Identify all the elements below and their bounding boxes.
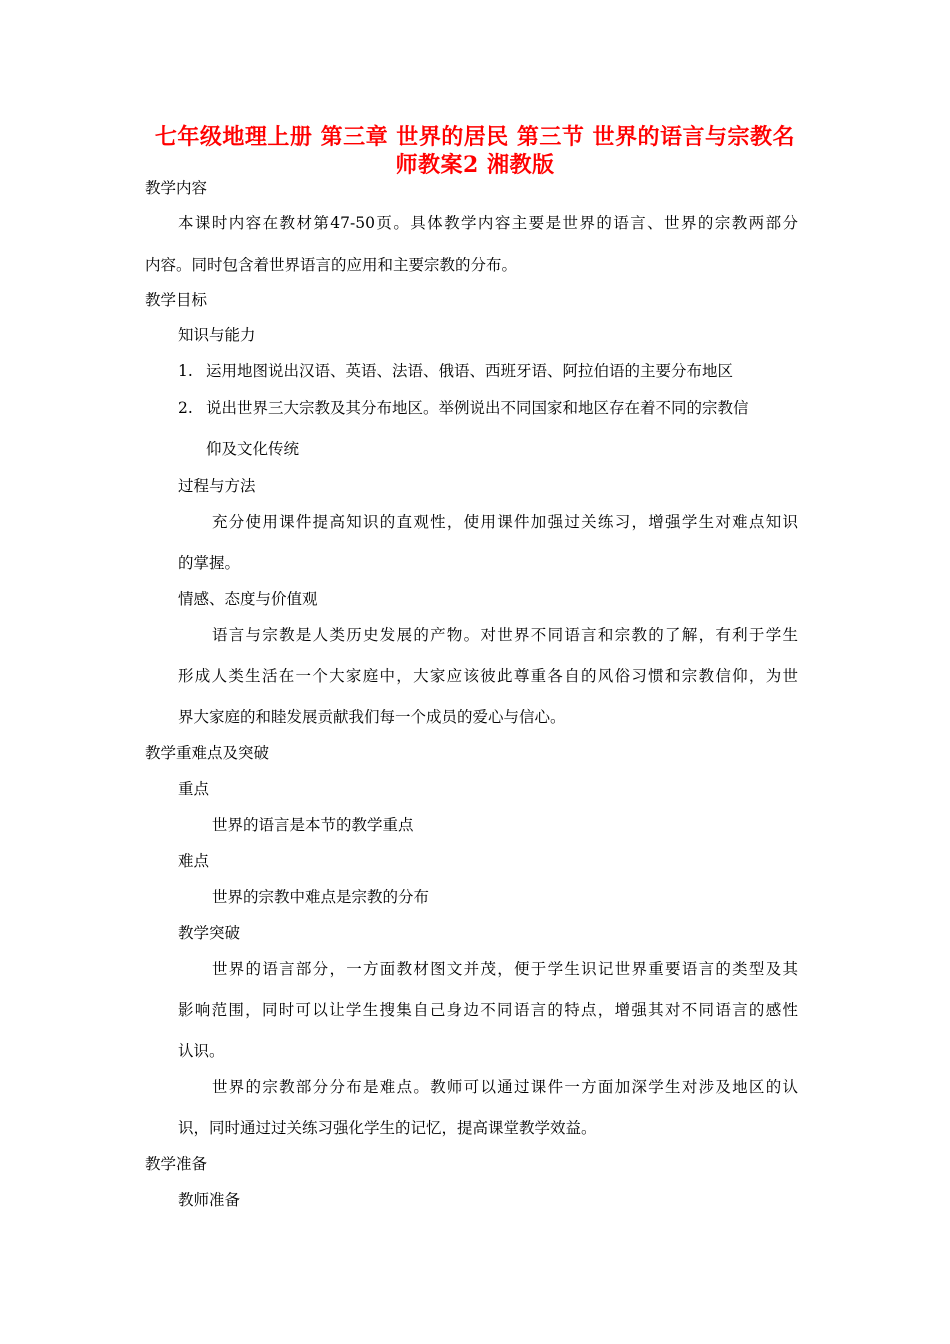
paragraph-content-line-1: 本课时内容在教材第47-50页。具体教学内容主要是世界的语言、世界的宗教两部分 <box>178 214 798 232</box>
subheading-teacher-preparation: 教师准备 <box>178 1191 241 1209</box>
paragraph-emotion-line-3: 界大家庭的和睦发展贡献我们每一个成员的爱心与信心。 <box>178 708 566 726</box>
subheading-breakthrough: 教学突破 <box>178 924 241 942</box>
list-item-number: 2. <box>178 399 193 417</box>
paragraph-focus: 世界的语言是本节的教学重点 <box>212 816 414 834</box>
paragraph-breakthrough-1-line-3: 认识。 <box>178 1042 225 1060</box>
section-heading-preparation: 教学准备 <box>145 1155 208 1173</box>
paragraph-breakthrough-1-line-2: 影响范围，同时可以让学生搜集自己身边不同语言的特点，增强其对不同语言的感性 <box>178 1001 798 1019</box>
section-heading-content: 教学内容 <box>145 179 208 197</box>
paragraph-emotion-line-1: 语言与宗教是人类历史发展的产物。对世界不同语言和宗教的了解，有利于学生 <box>212 626 798 644</box>
paragraph-process-line-2: 的掌握。 <box>178 554 241 572</box>
paragraph-breakthrough-2-line-2: 识，同时通过过关练习强化学生的记忆，提高课堂教学效益。 <box>178 1119 597 1137</box>
list-item-2-continuation: 仰及文化传统 <box>206 440 300 458</box>
subheading-knowledge: 知识与能力 <box>178 326 256 344</box>
paragraph-emotion-line-2: 形成人类生活在一个大家庭中，大家应该彼此尊重各自的风俗习惯和宗教信仰，为世 <box>178 667 798 685</box>
document-title-line-1: 七年级地理上册 第三章 世界的居民 第三节 世界的语言与宗教名 <box>154 124 796 150</box>
document-title-line-2: 师教案2 湘教版 <box>395 152 555 178</box>
list-item-text: 运用地图说出汉语、英语、法语、俄语、西班牙语、阿拉伯语的主要分布地区 <box>206 362 734 380</box>
list-item-2 <box>178 397 749 419</box>
list-item-1 <box>178 360 733 382</box>
paragraph-difficulty: 世界的宗教中难点是宗教的分布 <box>212 888 430 906</box>
paragraph-breakthrough-2-line-1: 世界的宗教部分分布是难点。教师可以通过课件一方面加深学生对涉及地区的认 <box>212 1078 798 1096</box>
subheading-emotion: 情感、态度与价值观 <box>178 590 318 608</box>
subheading-focus: 重点 <box>178 780 210 798</box>
paragraph-breakthrough-1-line-1: 世界的语言部分，一方面教材图文并茂，便于学生识记世界重要语言的类型及其 <box>212 960 798 978</box>
paragraph-content-line-2: 内容。同时包含着世界语言的应用和主要宗教的分布。 <box>145 256 518 274</box>
list-item-text: 说出世界三大宗教及其分布地区。举例说出不同国家和地区存在着不同的宗教信 <box>206 399 749 417</box>
section-heading-key-points: 教学重难点及突破 <box>145 744 270 762</box>
subheading-process: 过程与方法 <box>178 477 256 495</box>
section-heading-goals: 教学目标 <box>145 291 208 309</box>
paragraph-process-line-1: 充分使用课件提高知识的直观性，使用课件加强过关练习，增强学生对难点知识 <box>212 513 798 531</box>
list-item-number: 1. <box>178 362 193 380</box>
subheading-difficulty: 难点 <box>178 852 210 870</box>
